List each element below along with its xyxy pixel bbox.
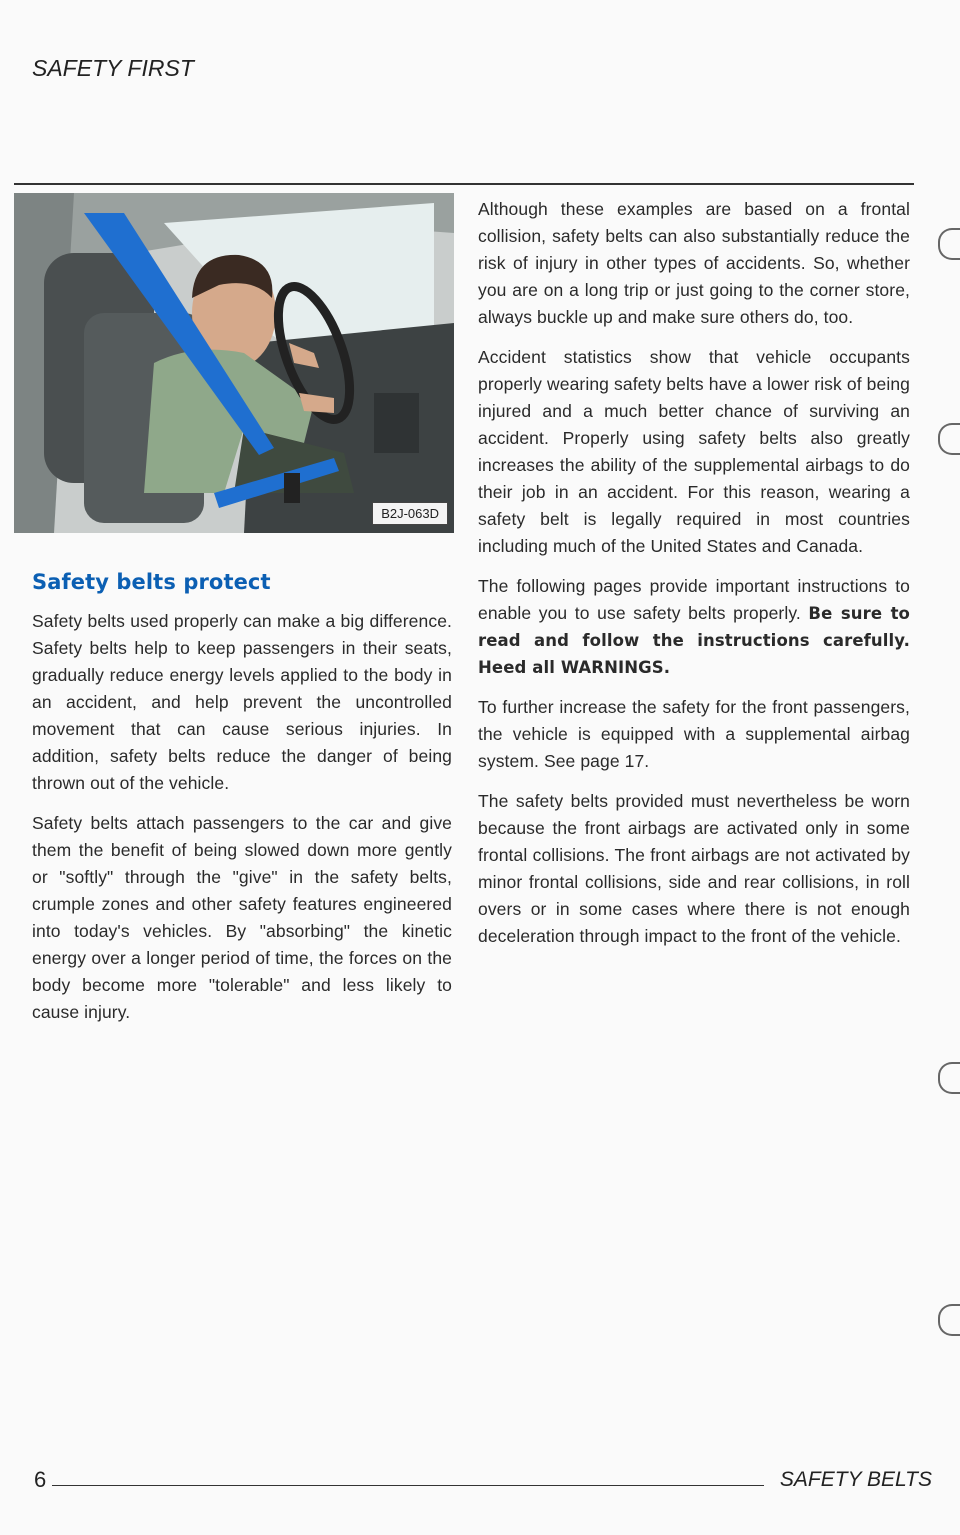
seatbelt-photo	[14, 193, 454, 533]
paragraph-text: The following pages provide important instructions to enable you to use safety belts properly.	[478, 576, 910, 623]
edge-tab	[938, 228, 960, 260]
paragraph: Safety belts used properly can make a big difference. Safety belts help to keep passengers in their seats, gradually reduce energy levels applied to the body in an accident, and help prevent the uncontrolled movement that can cause serious injuries. In addition, safety belts reduce the danger of being thrown out of the vehicle.	[32, 611, 452, 793]
paragraph: To further increase the safety for the front passengers, the vehicle is equipped with a supplemental airbag system. See page 17.	[478, 697, 910, 771]
paragraph: Safety belts attach passengers to the car and give them the benefit of being slowed down more gently or "softly" through the "give" in the safety belts, crumple zones and other safety features engineered into today's vehicles. By "absorbing" the kinetic energy over a longer period of time, the forces on the body become more "tolerable" and less likely to cause injury.	[32, 813, 452, 1022]
paragraph: Although these examples are based on a frontal collision, safety belts can also substantially reduce the risk of injury in other types of accidents. So, whether you are on a long trip or just going to the corner store, always buckle up and make sure others do, too.	[478, 199, 910, 327]
edge-tab	[938, 1062, 960, 1094]
running-header: SAFETY FIRST	[32, 55, 194, 81]
page-number: 6	[34, 1467, 47, 1492]
driver-illustration	[14, 193, 454, 533]
warning-emphasis: Be sure to read and follow the instructions carefully. Heed all WARNINGS.	[478, 604, 910, 677]
paragraph	[478, 573, 910, 681]
left-column	[32, 568, 452, 1039]
edge-tab	[938, 1304, 960, 1336]
section-title: Safety belts protect	[32, 570, 271, 594]
paragraph: Accident statistics show that vehicle occupants properly wearing safety belts have a lower risk of being injured and a much better chance of surviving an accident. Properly using safety belts also greatly increases the ability of the supplemental airbags to do their job in an accident. For this reason, wearing a safety belt is legally required in most countries including much of the United States and Canada.	[478, 347, 910, 556]
header-rule	[14, 183, 914, 185]
footer-rule	[52, 1485, 764, 1486]
footer-label: SAFETY BELTS	[779, 1468, 932, 1491]
figure-code: B2J-063D	[372, 502, 448, 525]
right-column	[478, 196, 910, 963]
paragraph: The safety belts provided must nevertheless be worn because the front airbags are activated only in some frontal collisions. The front airbags are not activated by minor frontal collisions, side and rear collisions, in roll overs or in some cases where there is not enough deceleration through impact to the front of the vehicle.	[478, 791, 910, 946]
edge-tab	[938, 423, 960, 455]
